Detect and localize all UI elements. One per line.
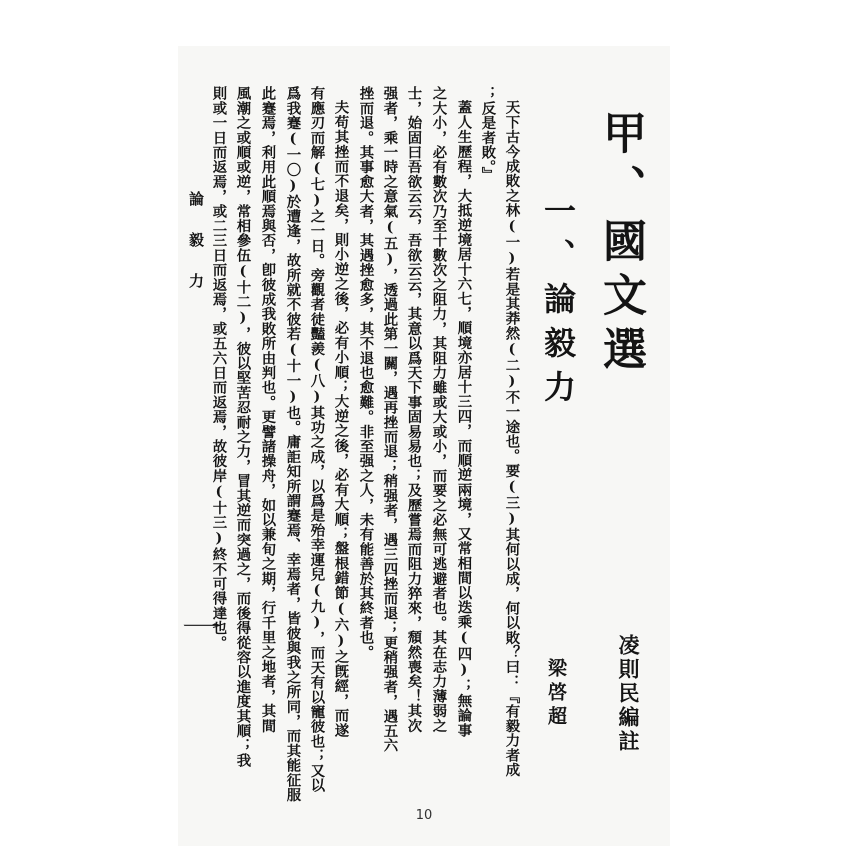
article-author: 梁啓超	[545, 658, 567, 730]
body-line: 有應刃而解(七)之一日。旁觀者徒豔羨(八)其功之成，以爲是殆幸運兒(九)，而天有以寵彼也；又以	[308, 86, 326, 793]
body-line: 夫苟其挫而不退矣，則小逆之後，必有小順；大逆之後，必有大順；盤根錯節(六)之旣經，而遂	[332, 100, 350, 738]
book-page	[178, 46, 670, 846]
body-line: 蓋人生歷程，大抵逆境居十六七，順境亦居十三四，而順逆兩境，又常相間以迭乘(四)；無論事	[455, 100, 473, 738]
section-title: 甲、國文選	[595, 110, 646, 380]
body-line: 挫而退。其事愈大者，其遇挫愈多，其不退也愈難。非至强之人，未有能善於其終者也。	[357, 86, 375, 660]
body-line: 則或一日而返焉，或二三日而返焉，或五六日而返焉，故彼岸(十三)終不可得達也。	[210, 86, 228, 650]
running-head: 論毅力	[187, 191, 205, 314]
article-title: 一、論毅力	[539, 194, 577, 414]
body-line: 士，始固曰吾欲云云，吾欲云云，其意以爲天下事固易易也；及歷嘗焉而阻力猝來，頹然喪矣！其次	[405, 86, 423, 733]
body-line: ；反是者敗。』	[479, 86, 497, 182]
body-line: 之大小，必有數次乃至十數次之阻力，其阻力雖或大或小，而要之必無可逃避者也。其在志力薄弱之	[430, 86, 448, 733]
editor-credit: 凌則民編註	[616, 634, 641, 754]
body-line: 此蹇焉，利用此順焉與否，卽彼成我敗所由判也。更譬諸操舟，如以兼旬之期，行千里之地者，其間	[259, 86, 277, 733]
body-line: 爲我蹇(一〇)於遭逢，故所就不彼若(十一)也。庸詎知所謂蹇焉、幸焉者，皆彼與我之所同，而其能征服	[284, 86, 302, 802]
folio-number: 一	[182, 617, 222, 636]
body-line: 强者，乘一時之意氣(五)，透過此第一關，遇再挫而退；稍强者，遇三四挫而退；更稍强者，遇五六	[381, 86, 399, 753]
page-number: 10	[415, 808, 433, 823]
body-line: 天下古今成敗之林(一)若是其莽然(二)不一途也。要(三)其何以成，何以敗？曰：『有毅力者成	[503, 100, 521, 778]
body-line: 風潮之或順或逆，常相參伍(十二)，彼以堅苦忍耐之力，冒其逆而突過之，而後得從容以進度其順；我	[234, 86, 252, 768]
